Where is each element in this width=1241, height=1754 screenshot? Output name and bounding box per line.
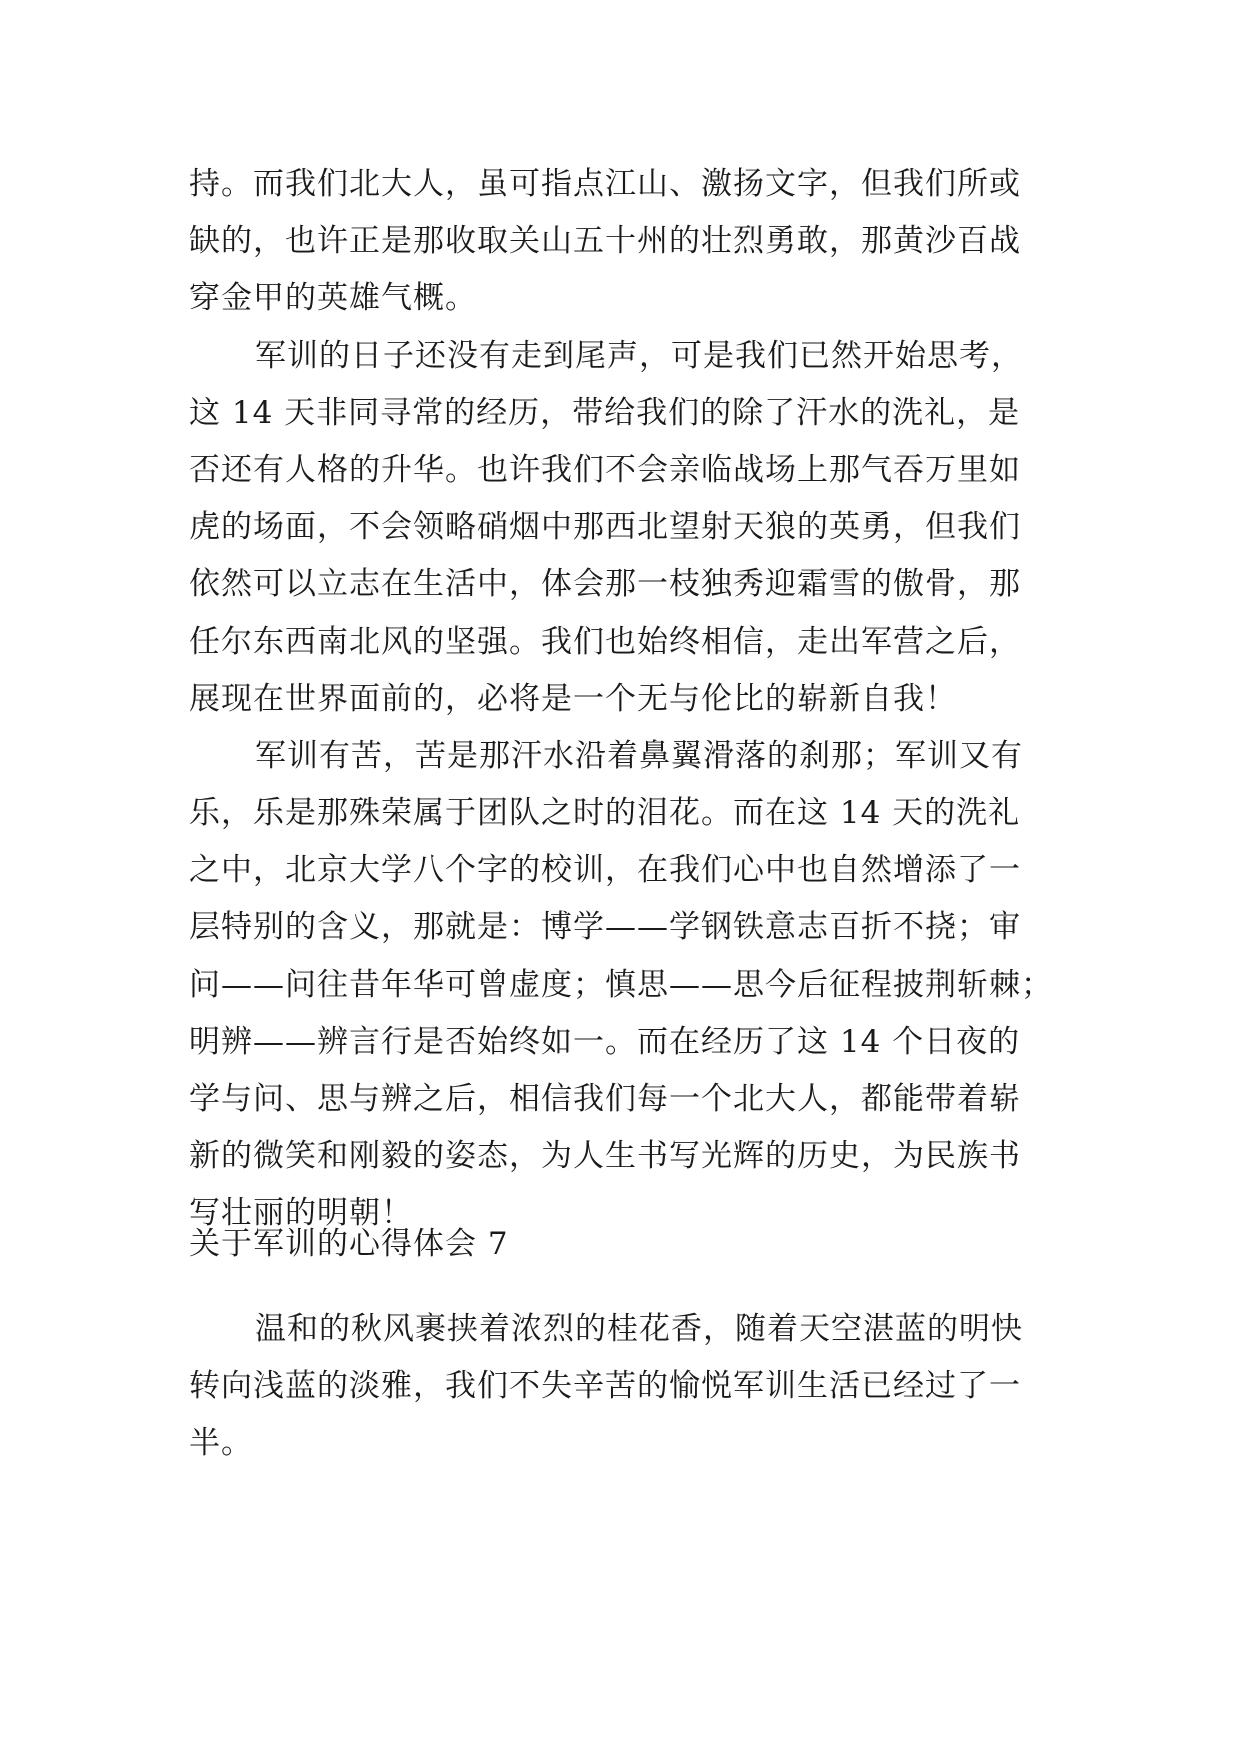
text-line: 乐，乐是那殊荣属于团队之时的泪花。而在这 14 天的洗礼 [189, 795, 1021, 832]
essay-body-continued [189, 156, 1069, 1243]
text-line: 缺的，也许正是那收取关山五十州的壮烈勇敢，那黄沙百战 [189, 223, 1021, 260]
text-line: 虎的场面，不会领略硝烟中那西北望射天狼的英勇，但我们 [189, 509, 1021, 546]
text-line: 层特别的含义，那就是：博学——学钢铁意志百折不挠；审 [189, 909, 1021, 946]
text-line: 温和的秋风裹挟着浓烈的桂花香，随着天空湛蓝的明快 [255, 1311, 1023, 1347]
text-line: 半。 [189, 1425, 253, 1462]
text-line: 任尔东西南北风的坚强。我们也始终相信，走出军营之后， [189, 623, 1021, 660]
text-line: 明辨——辨言行是否始终如一。而在经历了这 14 个日夜的 [189, 1023, 1021, 1060]
text-line: 转向浅蓝的淡雅，我们不失辛苦的愉悦军训生活已经过了一 [189, 1368, 1021, 1405]
text-line: 穿金甲的英雄气概。 [189, 280, 477, 317]
text-line: 展现在世界面前的，必将是一个无与伦比的崭新自我！ [189, 680, 957, 717]
text-line: 之中，北京大学八个字的校训，在我们心中也自然增添了一 [189, 852, 1021, 889]
text-line: 新的微笑和刚毅的姿态，为人生书写光辉的历史，为民族书 [189, 1138, 1021, 1175]
text-line: 持。而我们北大人，虽可指点江山、激扬文字，但我们所或 [189, 166, 1021, 202]
essay-body-7 [189, 1301, 1069, 1473]
section-heading: 关于军训的心得体会 7 [189, 1226, 509, 1262]
text-line: 学与问、思与辨之后，相信我们每一个北大人，都能带着崭 [189, 1081, 1021, 1117]
text-line: 写壮丽的明朝！ [189, 1195, 413, 1232]
text-line: 军训的日子还没有走到尾声，可是我们已然开始思考， [255, 337, 1023, 374]
text-line: 问——问往昔年华可曾虚度；慎思——思今后征程披荆斩棘； [189, 966, 1053, 1003]
text-line: 军训有苦，苦是那汗水沿着鼻翼滑落的刹那；军训又有 [255, 737, 1023, 774]
text-line: 依然可以立志在生活中，体会那一枝独秀迎霜雪的傲骨，那 [189, 566, 1021, 603]
text-line: 这 14 天非同寻常的经历，带给我们的除了汗水的洗礼，是 [189, 394, 1021, 431]
text-line: 否还有人格的升华。也许我们不会亲临战场上那气吞万里如 [189, 451, 1021, 488]
